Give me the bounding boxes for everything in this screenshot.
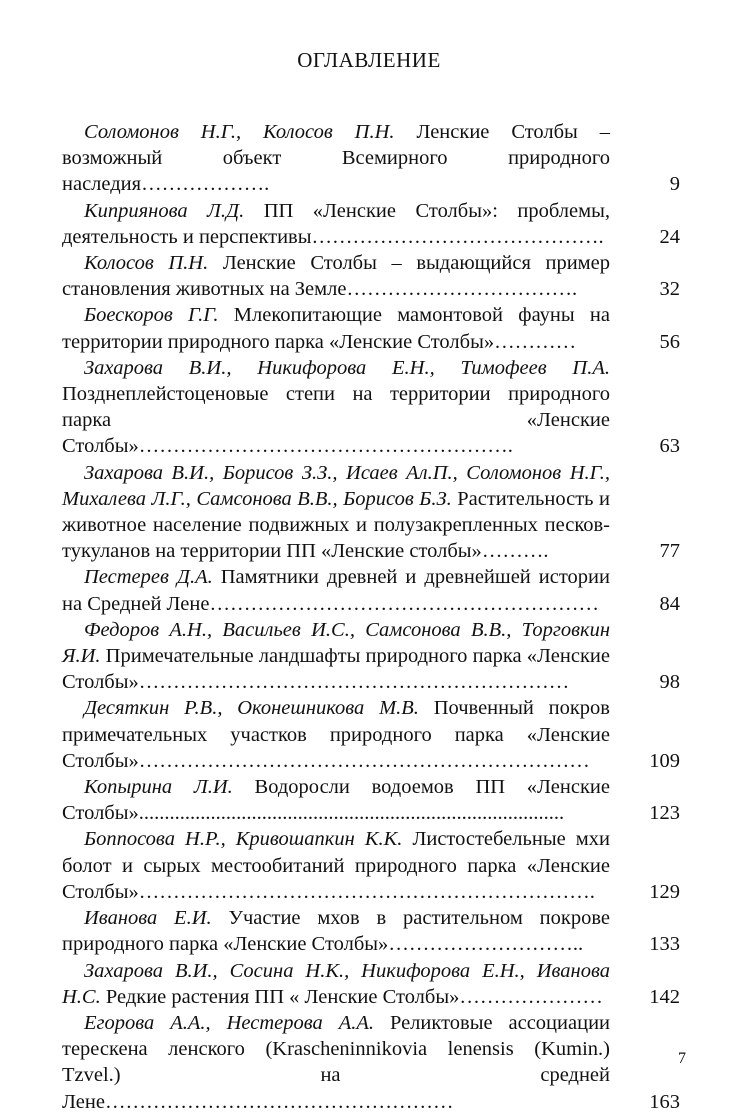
toc-entry <box>62 958 680 1010</box>
toc-entry-text <box>62 695 610 774</box>
toc-entry-title: Примечательные ландшафты природного парка «Ленские Столбы» <box>62 645 610 694</box>
toc-entry-leader: ………………………………………………………… <box>138 749 590 772</box>
toc-entry-text <box>62 958 610 1010</box>
toc-entry-title: Ленские Столбы – выдающийся пример становления животных на Земле <box>62 252 611 301</box>
toc-entry <box>62 564 680 616</box>
toc-entry-page-number: 109 <box>649 749 680 772</box>
toc-entry-title: Памятники древней и древнейшей истории на Средней Лене <box>62 566 610 615</box>
toc-entry-authors: Десяткин Р.В., Оконешникова М.В. <box>84 697 419 720</box>
toc-entry-leader: ………………. <box>141 173 270 196</box>
toc-entry-text <box>62 119 610 198</box>
toc-entry <box>62 695 680 774</box>
toc-entry-title: Реликтовые ассоциации терескена ленского (Krascheninnikovia lenensis (Kumin.) Tzvel.) на средней Лене <box>62 1011 611 1113</box>
page-title: ОГЛАВЛЕНИЕ <box>297 48 441 72</box>
toc-entry-text <box>62 460 610 565</box>
toc-entry-leader: ………. <box>481 540 549 563</box>
toc-entry-leader: ………………… <box>459 985 603 1008</box>
toc-entry-title: Растительность и животное население подвижных и полузакрепленных песков-тукуланов на территории ПП «Ленские столбы» <box>62 487 610 563</box>
toc-entry-leader: …………………………………………… <box>104 1090 454 1113</box>
toc-entry-text <box>62 905 610 957</box>
toc-entry-title: Млекопитающие мамонтовой фауны на территории природного парка «Ленские Столбы» <box>62 304 610 353</box>
toc-entry <box>62 1010 680 1115</box>
toc-entry-title: Редкие растения ПП « Ленские Столбы» <box>100 985 460 1008</box>
toc-entry-title: Почвенный покров примечательных участков природного парка «Ленские Столбы» <box>62 697 610 772</box>
toc-entry-text <box>62 774 610 826</box>
toc-entry-text <box>62 617 610 696</box>
toc-entry-authors: Боппосова Н.Р., Кривошапкин К.К. <box>84 828 403 851</box>
toc-entry-text <box>62 302 610 354</box>
toc-entry <box>62 774 680 826</box>
toc-entry-text <box>62 355 610 460</box>
toc-entry-authors: Боескоров Г.Г. <box>84 304 219 327</box>
toc-entry-title: Позднеплейстоценовые степи на территории природного парка «Ленские Столбы» <box>62 383 610 458</box>
toc-entry-page-number: 142 <box>649 985 680 1008</box>
toc-entry-text <box>62 1010 610 1115</box>
toc-entry-leader: ………………………………………………. <box>138 435 513 458</box>
toc-entry <box>62 617 680 696</box>
toc-entry <box>62 302 680 354</box>
page-number: 7 <box>678 1050 686 1067</box>
toc-entry <box>62 198 680 250</box>
toc-entry-authors: Киприянова Л.Д. <box>84 199 245 222</box>
toc-entry-title: Участие мхов в растительном покрове природного парка «Ленские Столбы» <box>62 907 610 956</box>
toc-entry-page-number: 133 <box>649 933 680 956</box>
toc-entry-page-number: 98 <box>659 671 680 694</box>
toc-entry-authors: Федоров А.Н., Васильев И.С., Самсонова В.В., Торговкин Я.И. <box>62 618 610 668</box>
toc-entry-page-number: 9 <box>669 173 680 196</box>
table-of-contents <box>62 119 680 1115</box>
toc-entry-leader: ……………………………………. <box>311 225 604 248</box>
toc-entry <box>62 460 680 565</box>
toc-entry-page-number: 63 <box>659 435 680 458</box>
toc-entry-authors: Колосов П.Н. <box>84 252 209 275</box>
toc-entry-authors: Пестерев Д.А. <box>84 566 213 589</box>
toc-entry-authors: Иванова Е.И. <box>84 907 212 930</box>
toc-entry-leader: ................................................................................... <box>138 802 565 825</box>
toc-entry <box>62 119 680 198</box>
toc-entry-leader: ………… <box>494 330 577 353</box>
toc-entry-leader: …………………………………………………………. <box>138 880 595 903</box>
toc-entry-title: Водоросли водоемов ПП «Ленские Столбы» <box>62 776 610 825</box>
toc-entry-authors: Захарова В.И., Сосина Н.К., Никифорова Е.Н., Иванова Н.С. <box>62 959 610 1008</box>
toc-entry-title: ПП «Ленские Столбы»: проблемы, деятельность и перспективы <box>62 199 610 248</box>
toc-entry-page-number: 24 <box>659 225 680 248</box>
toc-entry-authors: Егорова А.А., Нестерова А.А. <box>84 1011 374 1034</box>
toc-entry <box>62 250 680 302</box>
toc-entry-authors: Захарова В.И., Борисов З.З., Исаев Ал.П., Соломонов Н.Г., Михалева Л.Г., Самсонова В.В., Борисов Б.З. <box>62 461 610 510</box>
toc-entry-leader: ……………………….. <box>388 933 584 956</box>
toc-entry-page-number: 123 <box>649 802 680 825</box>
toc-entry-authors: Захарова В.И., Никифорова Е.Н., Тимофеев П.А. <box>84 356 610 379</box>
toc-entry-leader: ………………………………………………… <box>209 592 599 615</box>
toc-entry-page-number: 77 <box>659 540 680 563</box>
toc-entry-page-number: 32 <box>659 278 680 301</box>
toc-entry-leader: ……………………………………………………… <box>138 671 570 694</box>
toc-entry <box>62 355 680 460</box>
toc-entry-title: Листостебельные мхи болот и сырых местообитаний природного парка «Ленские Столбы» <box>62 828 610 903</box>
toc-entry-page-number: 56 <box>659 330 680 353</box>
toc-entry-page-number: 129 <box>649 880 680 903</box>
toc-entry-authors: Соломонов Н.Г., Колосов П.Н. <box>84 121 395 143</box>
toc-entry <box>62 826 680 905</box>
toc-entry-authors: Копырина Л.И. <box>84 776 233 799</box>
toc-entry-text <box>62 826 610 905</box>
toc-entry <box>62 905 680 957</box>
toc-entry-title: Ленские Столбы – возможный объект Всемирного природного наследия <box>62 121 610 196</box>
toc-entry-text <box>62 250 610 302</box>
toc-entry-page-number: 163 <box>649 1090 680 1113</box>
toc-entry-text <box>62 198 610 250</box>
toc-entry-leader: ……………………………. <box>346 278 578 301</box>
toc-entry-text <box>62 564 610 616</box>
toc-entry-page-number: 84 <box>659 592 680 615</box>
